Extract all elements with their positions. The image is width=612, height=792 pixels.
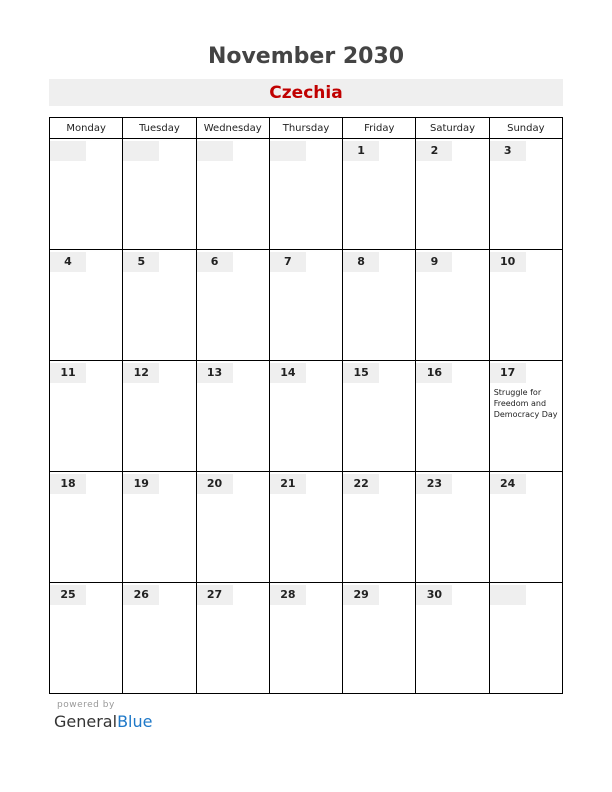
holiday-event: Struggle for Freedom and Democracy Day bbox=[493, 388, 558, 419]
day-cell bbox=[269, 139, 342, 250]
day-cell bbox=[196, 361, 269, 472]
day-number: 13 bbox=[197, 363, 233, 383]
weekday-thursday: Thursday bbox=[269, 118, 342, 139]
day-cell bbox=[343, 361, 416, 472]
powered-by-label: powered by bbox=[57, 700, 115, 710]
day-cell bbox=[123, 361, 196, 472]
day-cell bbox=[489, 361, 562, 472]
day-number: 14 bbox=[270, 363, 306, 383]
weekday-tuesday: Tuesday bbox=[123, 118, 196, 139]
day-cell bbox=[123, 139, 196, 250]
day-cell bbox=[123, 583, 196, 694]
week-row-1 bbox=[50, 139, 563, 250]
weekday-sunday: Sunday bbox=[489, 118, 562, 139]
day-number: 20 bbox=[197, 474, 233, 494]
day-cell bbox=[50, 583, 123, 694]
day-cell bbox=[343, 472, 416, 583]
week-row-5 bbox=[50, 583, 563, 694]
weekday-header-row bbox=[50, 118, 563, 139]
day-number: 22 bbox=[343, 474, 379, 494]
day-number: 30 bbox=[416, 585, 452, 605]
day-number: 25 bbox=[50, 585, 86, 605]
generalblue-logo[interactable] bbox=[54, 712, 152, 731]
day-number: 28 bbox=[270, 585, 306, 605]
day-cell bbox=[123, 472, 196, 583]
day-number bbox=[123, 141, 159, 161]
day-cell bbox=[416, 139, 489, 250]
day-number: 6 bbox=[197, 252, 233, 272]
day-cell bbox=[50, 139, 123, 250]
day-number: 10 bbox=[490, 252, 526, 272]
day-number: 23 bbox=[416, 474, 452, 494]
day-cell bbox=[269, 361, 342, 472]
day-number: 29 bbox=[343, 585, 379, 605]
day-cell bbox=[196, 139, 269, 250]
weekday-wednesday: Wednesday bbox=[196, 118, 269, 139]
day-number: 7 bbox=[270, 252, 306, 272]
day-cell bbox=[269, 472, 342, 583]
brand-blue: Blue bbox=[117, 712, 153, 731]
day-cell bbox=[416, 583, 489, 694]
weekday-friday: Friday bbox=[343, 118, 416, 139]
day-cell bbox=[196, 583, 269, 694]
day-cell bbox=[489, 250, 562, 361]
day-cell bbox=[489, 139, 562, 250]
day-number: 17 bbox=[490, 363, 526, 383]
day-cell bbox=[343, 583, 416, 694]
day-number bbox=[270, 141, 306, 161]
day-cell bbox=[489, 583, 562, 694]
day-cell bbox=[196, 472, 269, 583]
day-number bbox=[50, 141, 86, 161]
day-number: 8 bbox=[343, 252, 379, 272]
day-number: 2 bbox=[416, 141, 452, 161]
day-cell bbox=[196, 250, 269, 361]
day-number: 3 bbox=[490, 141, 526, 161]
day-number: 24 bbox=[490, 474, 526, 494]
weekday-saturday: Saturday bbox=[416, 118, 489, 139]
day-number bbox=[490, 585, 526, 605]
country-banner bbox=[49, 79, 563, 106]
day-number bbox=[197, 141, 233, 161]
day-number: 15 bbox=[343, 363, 379, 383]
day-number: 4 bbox=[50, 252, 86, 272]
day-cell bbox=[489, 472, 562, 583]
day-cell bbox=[123, 250, 196, 361]
page-title: November 2030 bbox=[207, 44, 405, 69]
day-cell bbox=[416, 472, 489, 583]
day-cell bbox=[343, 250, 416, 361]
day-cell bbox=[269, 250, 342, 361]
week-row-3 bbox=[50, 361, 563, 472]
day-number: 19 bbox=[123, 474, 159, 494]
country-name: Czechia bbox=[269, 83, 343, 103]
week-row-4 bbox=[50, 472, 563, 583]
day-cell bbox=[50, 472, 123, 583]
weekday-monday: Monday bbox=[50, 118, 123, 139]
day-cell bbox=[416, 250, 489, 361]
day-number: 26 bbox=[123, 585, 159, 605]
day-cell bbox=[50, 250, 123, 361]
day-number: 9 bbox=[416, 252, 452, 272]
day-number: 27 bbox=[197, 585, 233, 605]
day-number: 12 bbox=[123, 363, 159, 383]
day-number: 11 bbox=[50, 363, 86, 383]
day-number: 18 bbox=[50, 474, 86, 494]
week-row-2 bbox=[50, 250, 563, 361]
day-number: 5 bbox=[123, 252, 159, 272]
calendar-grid bbox=[49, 117, 563, 694]
brand-general: General bbox=[54, 712, 118, 731]
day-cell bbox=[269, 583, 342, 694]
day-number: 1 bbox=[343, 141, 379, 161]
day-number: 16 bbox=[416, 363, 452, 383]
day-cell bbox=[343, 139, 416, 250]
day-cell bbox=[416, 361, 489, 472]
day-number: 21 bbox=[270, 474, 306, 494]
day-cell bbox=[50, 361, 123, 472]
